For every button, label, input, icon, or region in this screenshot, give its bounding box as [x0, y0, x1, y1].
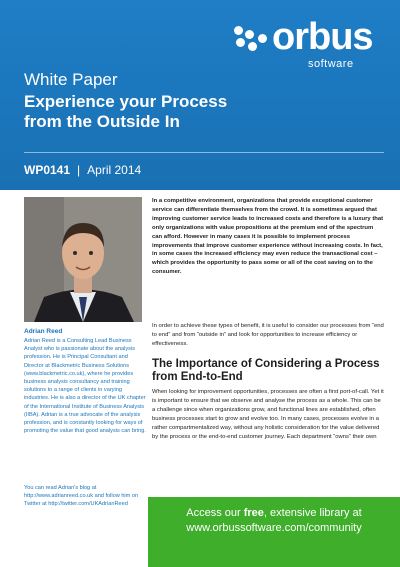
section-heading: The Importance of Considering a Process from End-to-End — [152, 358, 380, 383]
title-line-1: Experience your Process — [24, 92, 228, 111]
cta-free-emphasis: free — [243, 507, 264, 519]
header-banner — [0, 0, 400, 190]
doc-code: WP0141 — [24, 163, 71, 177]
section-body: When looking for improvement opportunities, processes are often a first port-of-call. Yet it is important to ensure that we observe and analyse the process as a whole. This can be a challenge since when organizations grow, and functional lines are established, often business processes start to grow and evolve too. In many cases, processes evolve in a rather compartmentalized way, without any holistic consideration for the value delivered by the process or the end-to-end customer journey. Each department “owns” their own — [152, 389, 384, 440]
title-line-2: from the Outside In — [24, 112, 180, 131]
intro-paragraph: In a competitive environment, organizations that provide exceptional customer service can differentiate themselves from the crowd. It is sometimes argued that improving customer service leads to increased costs and therefore is a luxury that only organizations with value propositions at the premium end of the spectrum can afford. However in many cases it is possible to implement process improvements that improve customer experience without increasing costs. In fact, in some cases the increased efficiency may even reduce the transactional cost – which provides the opportunity to pass some or all of the cost saving on to the consumer. — [152, 198, 384, 276]
logo-sub: software — [308, 58, 354, 70]
author-bio: Adrian Reed is a Consulting Lead Business Analyst who is passionate about the analysis profession. He is Principal Consultant and Director at Blackmetric Business Solutions (www.blackmetric.co.uk), where he provides business analysis consultancy and training solutions to a range of clients in varying industries. He is also a director of the UK chapter of the International Institute of Business Analysis (IIBA). Adrian is a true advocate of the analysis profession, and is constantly looking for ways of promoting the value that good analysis can bring. — [24, 338, 146, 435]
author-blog-links[interactable]: You can read Adrian's blog at http://www.adrianreed.co.uk and follow him on Twitter at http://twitter.com/UKAdrianReed — [24, 485, 139, 508]
orbus-logo[interactable] — [232, 18, 382, 78]
page-title — [24, 92, 324, 132]
author-name: Adrian Reed — [24, 328, 63, 335]
cta-link[interactable]: www.orbussoftware.com/community — [186, 522, 362, 534]
meta-separator: | — [77, 163, 81, 177]
header-divider — [24, 152, 384, 153]
cta-line-1: Access our free, extensive library at — [186, 507, 362, 519]
second-paragraph: In order to achieve these types of benefit, it is useful to consider our processes from “end to end” and from “outside in” and look for opportunities to increase efficiency or effectiveness. — [152, 323, 384, 347]
community-cta-banner[interactable] — [148, 497, 400, 567]
doc-meta — [24, 163, 141, 177]
author-photo — [24, 197, 142, 322]
doc-date: April 2014 — [87, 163, 142, 177]
logo-dots-icon — [232, 24, 274, 54]
author-portrait-icon — [24, 197, 142, 322]
logo-word: orbus — [272, 16, 373, 58]
doc-type: White Paper — [24, 70, 118, 89]
